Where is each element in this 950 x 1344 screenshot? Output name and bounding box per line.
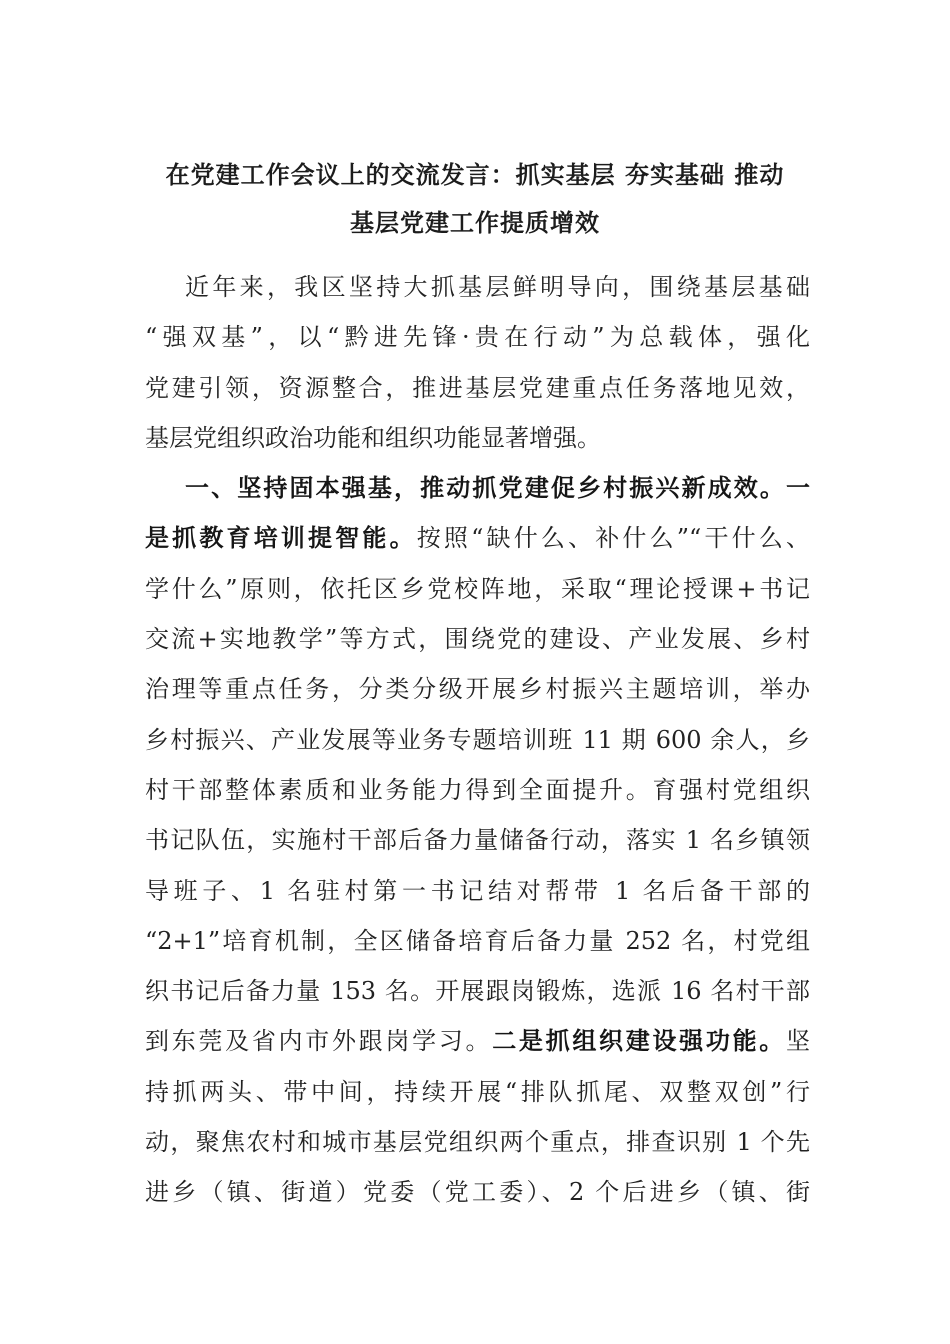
- section-heading: 一、坚持固本强基，推动抓党建促乡村振兴新成效。一: [185, 473, 810, 503]
- paragraph-line: 近年来，我区坚持大抓基层鲜明导向，围绕基层基础: [185, 273, 810, 301]
- paragraph-line: “强双基”，以“黔进先锋·贵在行动”为总载体，强化: [145, 323, 810, 352]
- paragraph-line: 乡村振兴、产业发展等业务专题培训班 11 期 600 余人，乡: [145, 725, 810, 754]
- paragraph-line: 织书记后备力量 153 名。开展跟岗锻炼，选派 16 名村干部: [145, 977, 810, 1006]
- paragraph-text: 到东莞及省内市外跟岗学习。: [145, 1027, 493, 1056]
- paragraph-line: 交流+实地教学”等方式，围绕党的建设、产业发展、乡村: [145, 625, 810, 654]
- paragraph-line: 进乡（镇、街道）党委（党工委）、2 个后进乡（镇、街: [145, 1178, 810, 1207]
- title-line-1: 在党建工作会议上的交流发言：抓实基层 夯实基础 推动: [165, 160, 785, 189]
- paragraph-line: 村干部整体素质和业务能力得到全面提升。育强村党组织: [145, 775, 810, 804]
- paragraph-line: 动，聚焦农村和城市基层党组织两个重点，排查识别 1 个先: [145, 1128, 810, 1157]
- paragraph-line: [145, 513, 810, 563]
- paragraph-line: 学什么”原则，依托区乡党校阵地，采取“理论授课+书记: [145, 574, 810, 603]
- paragraph-line: 党建引领，资源整合，推进基层党建重点任务落地见效，: [145, 373, 810, 402]
- paragraph-line: 书记队伍，实施村干部后备力量储备行动，落实 1 名乡镇领: [145, 826, 810, 855]
- paragraph-text: 按照“缺什么、补什么”“干什么、: [416, 524, 810, 553]
- bold-lead: 是抓教育培训提智能。: [145, 523, 417, 553]
- title-line-2: 基层党建工作提质增效: [350, 208, 600, 237]
- document-body: [145, 262, 810, 1218]
- paragraph-text: 坚: [786, 1027, 810, 1056]
- paragraph-line: 治理等重点任务，分类分级开展乡村振兴主题培训，举办: [145, 675, 810, 704]
- paragraph-line: [145, 1016, 810, 1066]
- paragraph-line: “2+1”培育机制，全区储备培育后备力量 252 名，村党组: [145, 926, 810, 955]
- paragraph-line: 持抓两头、带中间，持续开展“排队抓尾、双整双创”行: [145, 1077, 810, 1106]
- paragraph-line: 基层党组织政治功能和组织功能显著增强。: [145, 423, 601, 452]
- paragraph-line: 导班子、1 名驻村第一书记结对帮带 1 名后备干部的: [145, 876, 810, 905]
- bold-lead: 二是抓组织建设强功能。: [492, 1026, 787, 1056]
